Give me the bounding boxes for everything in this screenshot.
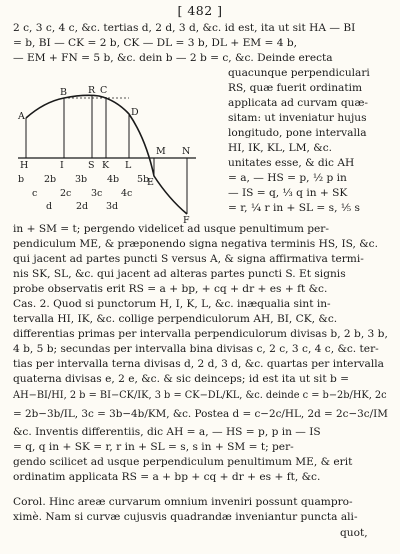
interpolation-figure [4,74,226,230]
text-line: probe observatis erit RS = a + bp, + cq + dr + es + ft &c. [13,283,328,295]
point-label-f: F [183,215,190,226]
axis-label-h: H [20,160,29,171]
axis-label-s: S [88,160,95,171]
text-line: — EM + FN = 5 b, &c. dein b — 2 b = c, &c. Deinde erecta [13,52,333,64]
first-difference-label: b [18,174,25,185]
text-line: nis SK, SL, &c. qui jacent ad alteras partes puncti S. Et signis [13,268,346,280]
text-line: = r, ¼ r in + SL = s, ⅕ s [228,202,360,214]
third-difference-label: 3d [106,201,119,212]
first-difference-label: 2b [44,174,57,185]
second-difference-label: 3c [91,188,103,199]
axis-label-i: I [60,160,64,171]
axis-label-l: L [125,160,132,171]
second-difference-label: c [32,188,38,199]
text-line: ximè. Nam si curvæ cujusvis quadrandæ inveniantur puncta ali- [13,511,358,523]
first-difference-label: 3b [75,174,88,185]
text-line: pendiculum ME, & præponendo signa negativa terminis HS, IS, &c. [13,238,378,250]
text-line: tias per intervalla terna divisas d, 2 d, 3 d, &c. quartas per intervalla [13,358,384,370]
second-difference-label: 4c [121,188,133,199]
text-line: = a, — HS = p, ½ p in [228,172,347,184]
point-label-r: R [88,85,96,96]
text-line: HI, IK, KL, LM, &c. [228,142,333,154]
text-line: AH−BI/HI, 2 b = BI−CK/IK, 3 b = CK−DL/KL, &c. deinde c = b−2b/HK, 2c [13,390,387,401]
point-label-b: B [60,87,67,98]
axis-label-n: N [182,146,191,157]
text-line: Cas. 2. Quod si punctorum H, I, K, L, &c. inæqualia sint in- [13,298,331,310]
text-line: qui jacent ad partes puncti S versus A, & signa affirmativa termi- [13,253,364,265]
text-line: = 2b−3b/IL, 3c = 3b−4b/KM, &c. Postea d = c−2c/HL, 2d = 2c−3c/IM [13,408,388,420]
third-difference-label: d [46,201,53,212]
point-label-a: A [18,111,25,122]
third-difference-label: 2d [76,201,89,212]
text-line: in + SM = t; pergendo videlicet ad usque penultimum per- [13,223,329,235]
point-label-d: D [131,107,139,118]
text-line: differentias primas per intervalla perpendiculorum divisas b, 2 b, 3 b, [13,328,388,340]
axis-label-k: K [102,160,110,171]
second-difference-label: 2c [60,188,72,199]
text-line: quaterna divisas e, 2 e, &c. & sic deinceps; id est ita ut sit b = [13,373,349,385]
text-line: Corol. Hinc areæ curvarum omnium inveniri possunt quampro- [13,496,353,508]
text-line: quot, [340,527,368,539]
text-line: applicata ad curvam quæ- [228,97,368,109]
text-line: RS, quæ fuerit ordinatim [228,82,363,94]
page-number: [ 482 ] [177,3,223,18]
text-line: = q, q in + SK = r, r in + SL = s, s in + SM = t; per- [13,441,294,453]
axis-label-m: M [156,146,166,157]
text-line: unitates esse, & dic AH [228,157,355,169]
text-line: 2 c, 3 c, 4 c, &c. tertias d, 2 d, 3 d, &c. id est, ita ut sit HA — BI [13,22,356,34]
first-difference-label: 4b [107,174,120,185]
text-line: gendo scilicet ad usque perpendiculum penultimum ME, & erit [13,456,353,468]
text-line: tervalla HI, IK, &c. collige perpendiculorum AH, BI, CK, &c. [13,313,338,325]
text-line: sitam: ut inveniatur hujus [228,112,367,124]
text-line: quacunque perpendiculari [228,67,370,79]
text-line: ordinatim applicata RS = a + bp + cq + dr + es + ft, &c. [13,471,321,483]
text-line: — IS = q, ⅓ q in + SK [228,187,348,199]
point-label-c: C [100,85,108,96]
text-line: = b, BI — CK = 2 b, CK — DL = 3 b, DL + EM = 4 b, [13,37,298,49]
text-line: 4 b, 5 b; secundas per intervalla bina divisas c, 2 c, 3 c, 4 c, &c. ter- [13,343,379,355]
first-difference-label: 5b [137,174,150,185]
text-line: longitudo, pone intervalla [228,127,367,139]
text-line: &c. Inventis differentiis, dic AH = a, — HS = p, p in — IS [13,426,321,438]
point-label-e: E [147,177,154,188]
